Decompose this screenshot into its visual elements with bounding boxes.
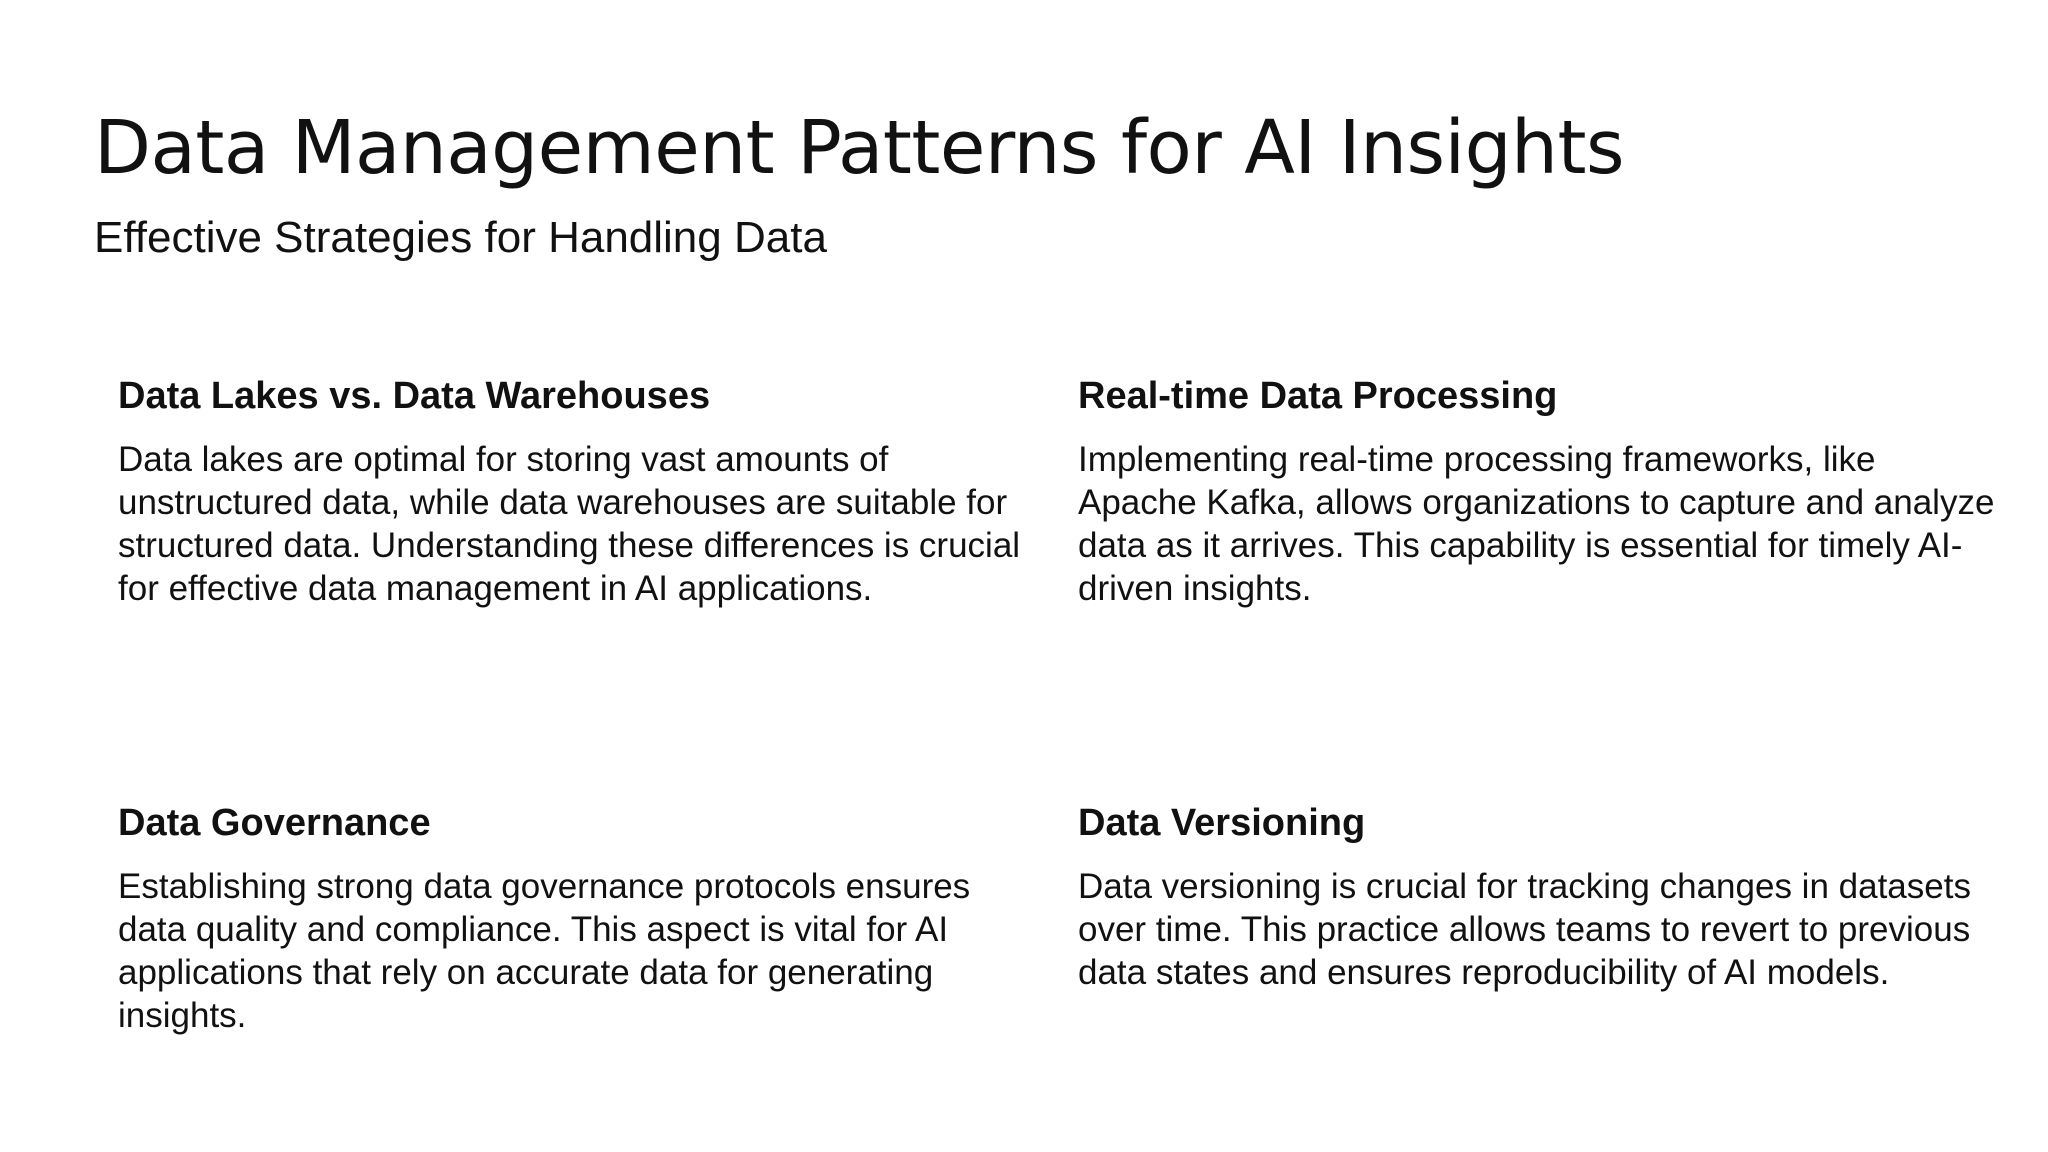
section-heading: Data Governance (118, 802, 431, 844)
section-body: Data lakes are optimal for storing vast amounts of unstructured data, while data warehouses are suitable for structured data. Understanding these differences is crucial for effective data management in AI applications. (118, 440, 1021, 608)
section-body: Data versioning is crucial for tracking changes in datasets over time. This practice allows teams to revert to previous data states and ensures reproducibility of AI models. (1078, 867, 1971, 992)
section-data-versioning (1078, 795, 1998, 994)
slide-title: Data Management Patterns for AI Insights (94, 105, 1625, 191)
section-body: Establishing strong data governance protocols ensures data quality and compliance. This aspect is vital for AI applications that rely on accurate data for generating insights. (118, 867, 971, 1035)
section-heading: Data Lakes vs. Data Warehouses (118, 375, 711, 417)
section-real-time-processing (1078, 368, 1998, 610)
section-heading: Real-time Data Processing (1078, 375, 1558, 417)
section-data-lakes-vs-warehouses (118, 368, 1038, 610)
slide-subtitle: Effective Strategies for Handling Data (94, 213, 827, 262)
section-body: Implementing real-time processing frameworks, like Apache Kafka, allows organizations to capture and analyze data as it arrives. This capability is essential for timely AI-driven insights. (1078, 440, 1995, 608)
section-heading: Data Versioning (1078, 802, 1366, 844)
section-data-governance (118, 795, 1038, 1037)
